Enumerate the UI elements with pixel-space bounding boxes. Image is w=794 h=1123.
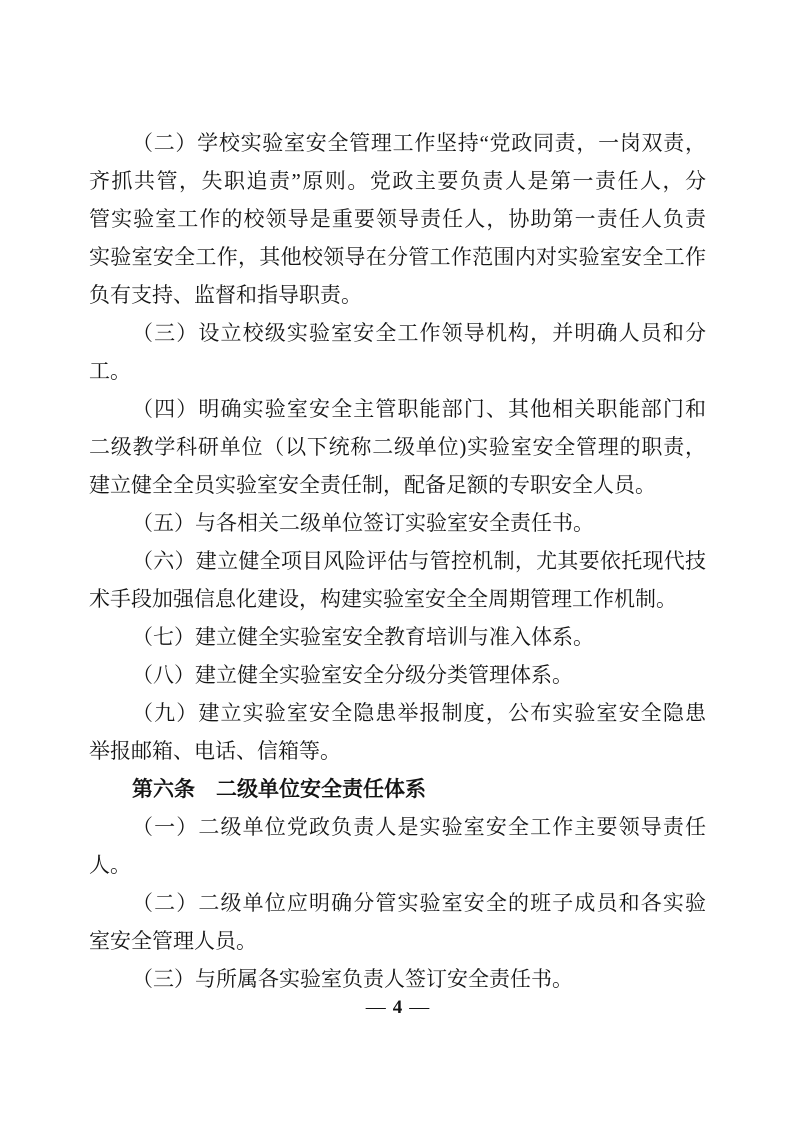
- text-line: 二级教学科研单位（以下统称二级单位)实验室安全管理的职责，: [89, 435, 706, 459]
- text-line: （六）建立健全项目风险评估与管控机制，尤其要依托现代技: [132, 549, 706, 573]
- text-line: （八）建立健全实验室安全分级分类管理体系。: [132, 663, 573, 687]
- text-line: 实验室安全工作，其他校领导在分管工作范围内对实验室安全工作: [89, 245, 706, 269]
- text-line: 术手段加强信息化建设，构建实验室安全全周期管理工作机制。: [89, 587, 677, 611]
- text-line: 管实验室工作的校领导是重要领导责任人，协助第一责任人负责: [89, 207, 706, 231]
- text-line: 室安全管理人员。: [89, 929, 257, 953]
- text-line: 建立健全全员实验室安全责任制，配备足额的专职安全人员。: [89, 473, 656, 497]
- text-line: （三）设立校级实验室安全工作领导机构，并明确人员和分: [132, 321, 706, 345]
- footer-left-dash: —: [365, 996, 386, 1018]
- text-line: （二）学校实验室安全管理工作坚持“党政同责，一岗双责，: [132, 131, 706, 155]
- text-line: 负有支持、监督和指导职责。: [89, 283, 362, 307]
- text-line: 举报邮箱、电话、信箱等。: [89, 739, 341, 763]
- article-heading: 第六条 二级单位安全责任体系: [132, 777, 426, 801]
- text-line: 齐抓共管，失职追责”原则。党政主要负责人是第一责任人，分: [89, 169, 706, 193]
- text-line: （九）建立实验室安全隐患举报制度，公布实验室安全隐患: [132, 701, 706, 725]
- page-number: 4: [392, 997, 403, 1018]
- text-line: 人。: [89, 853, 131, 877]
- text-line: （一）二级单位党政负责人是实验室安全工作主要领导责任: [132, 815, 706, 839]
- page-footer: [89, 990, 706, 1024]
- document-body: [89, 124, 706, 998]
- text-line: （五）与各相关二级单位签订实验室安全责任书。: [132, 511, 594, 535]
- footer-right-dash: —: [409, 996, 430, 1018]
- text-line: （七）建立健全实验室安全教育培训与准入体系。: [132, 625, 594, 649]
- text-line: 工。: [89, 359, 131, 383]
- text-line: （三）与所属各实验室负责人签订安全责任书。: [132, 967, 573, 991]
- text-line: （二）二级单位应明确分管实验室安全的班子成员和各实验: [132, 891, 706, 915]
- text-line: （四）明确实验室安全主管职能部门、其他相关职能部门和: [132, 397, 706, 421]
